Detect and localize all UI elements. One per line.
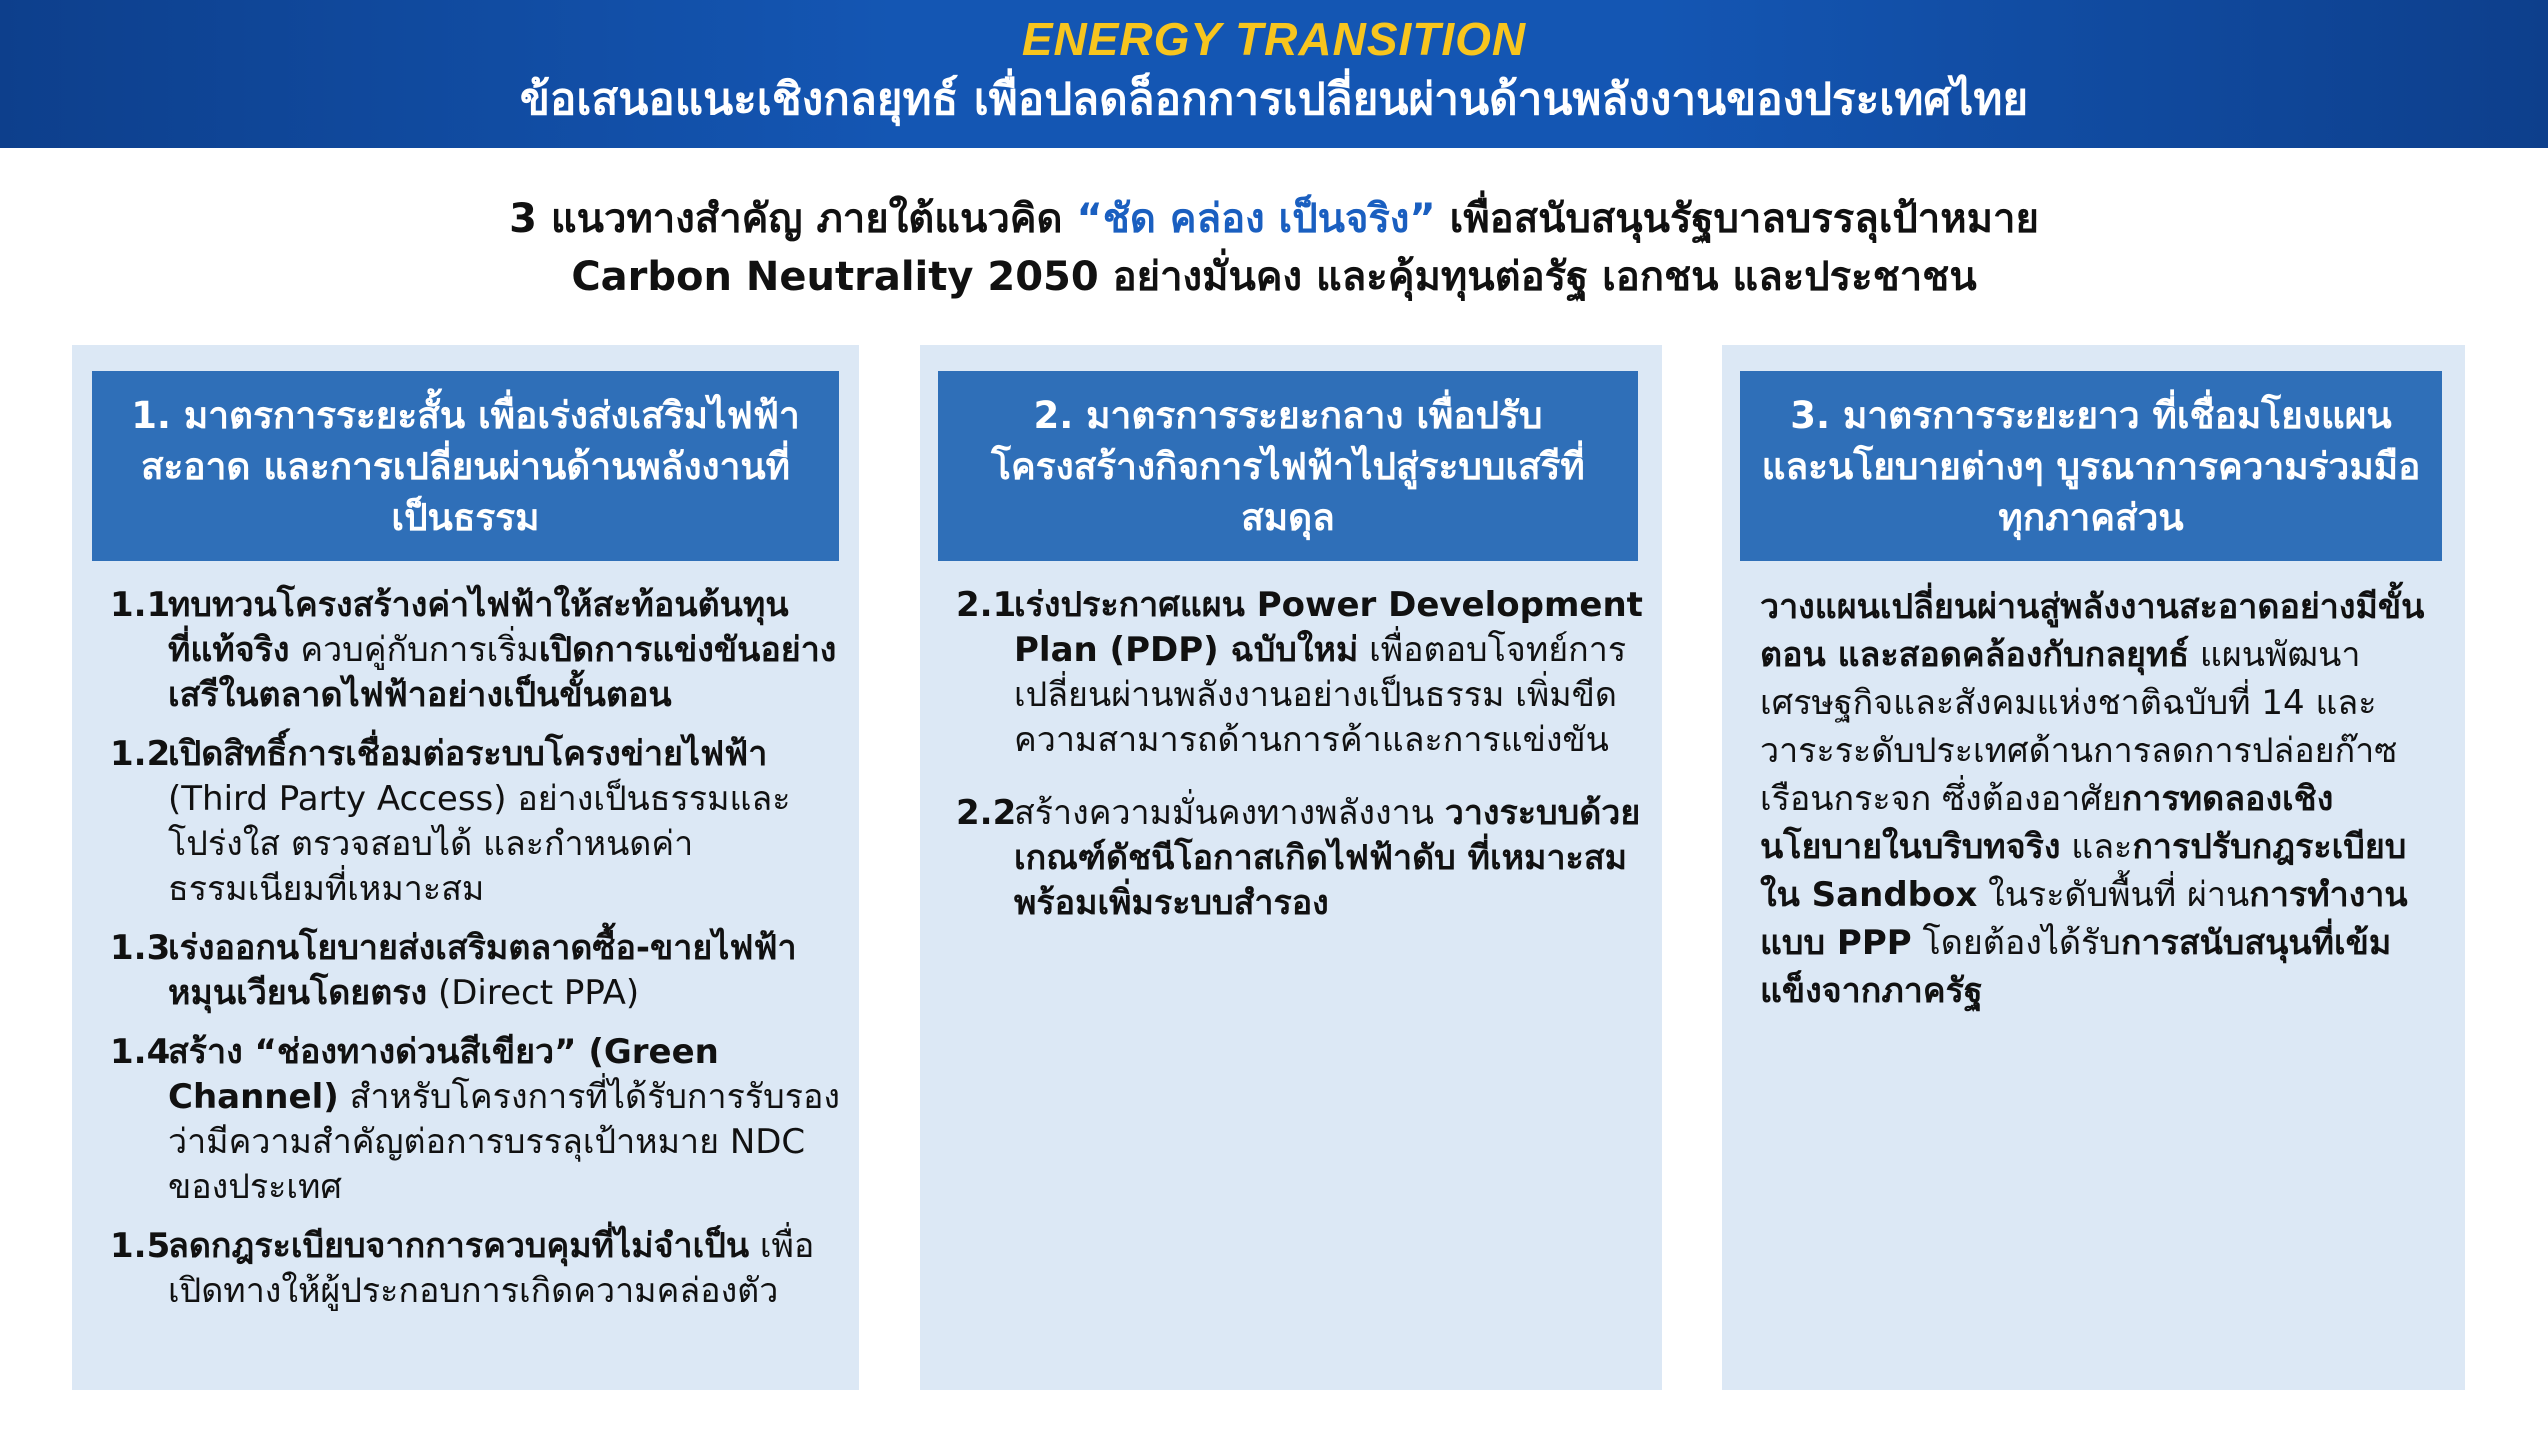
item-text: เพื่อเปิดทางให้ผู้ประกอบการเกิดความคล่องตัว: [168, 1226, 815, 1311]
item-bold-text: ลดกฎระเบียบจากการควบคุมที่ไม่จำเป็น: [168, 1226, 750, 1266]
para-text: ในระดับพื้นที่ ผ่าน: [1977, 875, 2250, 915]
medium-term-column: [920, 345, 1662, 1390]
para-text: โดยต้องได้รับ: [1911, 923, 2121, 963]
medium-term-heading: 2. มาตรการระยะกลาง เพื่อปรับโครงสร้างกิจการไฟฟ้าไปสู่ระบบเสรีที่สมดุล: [938, 371, 1638, 561]
item-text: ควบคู่กับการเริ่ม: [289, 630, 539, 670]
banner-subtitle: ข้อเสนอแนะเชิงกลยุทธ์ เพื่อปลดล็อกการเปลี่ยนผ่านด้านพลังงานของประเทศไทย: [519, 74, 2029, 125]
short-term-items: [110, 583, 845, 1328]
item-text: สร้างความมั่นคงทางพลังงาน: [1014, 793, 1445, 833]
item-number: 1.1: [110, 585, 171, 625]
short-term-column: [72, 345, 859, 1390]
para-text: แผนพัฒนาเศรษฐกิจและสังคมแห่งชาติฉบับที่ 14 และวาระระดับประเทศด้านการลดการปล่อยก๊าซเรือนกระจก ซึ่งต้องอาศัย: [1760, 635, 2398, 819]
intro-line-2: Carbon Neutrality 2050 อย่างมั่นคง และคุ้มทุนต่อรัฐ เอกชน และประชาชน: [571, 254, 1977, 300]
para-text: และ: [2060, 827, 2133, 867]
item-bold-text: สร้าง “ช่องทางด่วนสีเขียว” (Green Channel): [168, 1032, 719, 1117]
list-item: [110, 1030, 845, 1210]
item-number: 1.4: [110, 1032, 171, 1072]
item-number: 1.3: [110, 928, 171, 968]
item-bold-text: เปิดสิทธิ์การเชื่อมต่อระบบโครงข่ายไฟฟ้า: [168, 734, 768, 774]
item-bold-text: เร่งประกาศแผน Power Development Plan (PDP) ฉบับใหม่: [1014, 585, 1643, 670]
para-bold-text: วางแผนเปลี่ยนผ่านสู่พลังงานสะอาดอย่างมีขั้นตอน และสอดคล้องกับกลยุทธ์: [1760, 587, 2425, 675]
para-bold-text: การปรับกฎระเบียบใน Sandbox: [1760, 827, 2407, 915]
long-term-column: [1722, 345, 2465, 1390]
item-number: 2.1: [956, 585, 1017, 625]
item-bold-text: เปิดการแข่งขันอย่างเสรีในตลาดไฟฟ้าอย่างเป็นขั้นตอน: [168, 630, 837, 715]
list-item: [956, 791, 1646, 926]
item-number: 1.5: [110, 1226, 171, 1266]
item-bold-text: วางระบบด้วยเกณฑ์ดัชนีโอกาสเกิดไฟฟ้าดับ ที่เหมาะสม พร้อมเพิ่มระบบสำรอง: [1014, 793, 1641, 923]
long-term-paragraph: [1760, 583, 2430, 1015]
para-bold-text: การทดลองเชิงนโยบายในบริบทจริง: [1760, 779, 2334, 867]
item-number: 2.2: [956, 793, 1017, 833]
item-text: เพื่อตอบโจทย์การเปลี่ยนผ่านพลังงานอย่างเป็นธรรม เพิ่มขีดความสามารถด้านการค้าและการแข่งขัน: [1014, 630, 1627, 760]
para-bold-text: การทำงานแบบ PPP: [1760, 875, 2408, 963]
item-text: (Direct PPA): [427, 973, 640, 1013]
para-bold-text: การสนับสนุนที่เข้มแข็งจากภาครัฐ: [1760, 923, 2392, 1011]
intro-highlight: “ชัด คล่อง เป็นจริง”: [1076, 196, 1436, 242]
banner-title: ENERGY TRANSITION: [1021, 13, 1527, 65]
long-term-heading: 3. มาตรการระยะยาว ที่เชื่อมโยงแผนและนโยบายต่างๆ บูรณาการความร่วมมือทุกภาคส่วน: [1740, 371, 2442, 561]
intro-statement: [0, 190, 2548, 306]
item-text: สำหรับโครงการที่ได้รับการรับรองว่ามีความสำคัญต่อการบรรลุเป้าหมาย NDC ของประเทศ: [168, 1077, 840, 1207]
banner-header: [0, 0, 2548, 148]
intro-line-1: [0, 190, 2548, 248]
item-bold-text: ทบทวนโครงสร้างค่าไฟฟ้าให้สะท้อนต้นทุนที่แท้จริง: [168, 585, 789, 670]
list-item: [110, 926, 845, 1016]
medium-term-items: [956, 583, 1646, 940]
item-number: 1.2: [110, 734, 171, 774]
list-item: [110, 1224, 845, 1314]
list-item: [110, 583, 845, 718]
item-text: (Third Party Access) อย่างเป็นธรรมและโปร่งใส ตรวจสอบได้ และกำหนดค่าธรรมเนียมที่เหมาะสม: [168, 779, 791, 909]
intro-line-1-post: เพื่อสนับสนุนรัฐบาลบรรลุเป้าหมาย: [1435, 196, 2039, 242]
item-bold-text: เร่งออกนโยบายส่งเสริมตลาดซื้อ-ขายไฟฟ้าหมุนเวียนโดยตรง: [168, 928, 797, 1013]
list-item: [110, 732, 845, 912]
short-term-heading: 1. มาตรการระยะสั้น เพื่อเร่งส่งเสริมไฟฟ้าสะอาด และการเปลี่ยนผ่านด้านพลังงานที่เป็นธรรม: [92, 371, 839, 561]
list-item: [956, 583, 1646, 763]
intro-line-1-pre: 3 แนวทางสำคัญ ภายใต้แนวคิด: [509, 196, 1077, 242]
